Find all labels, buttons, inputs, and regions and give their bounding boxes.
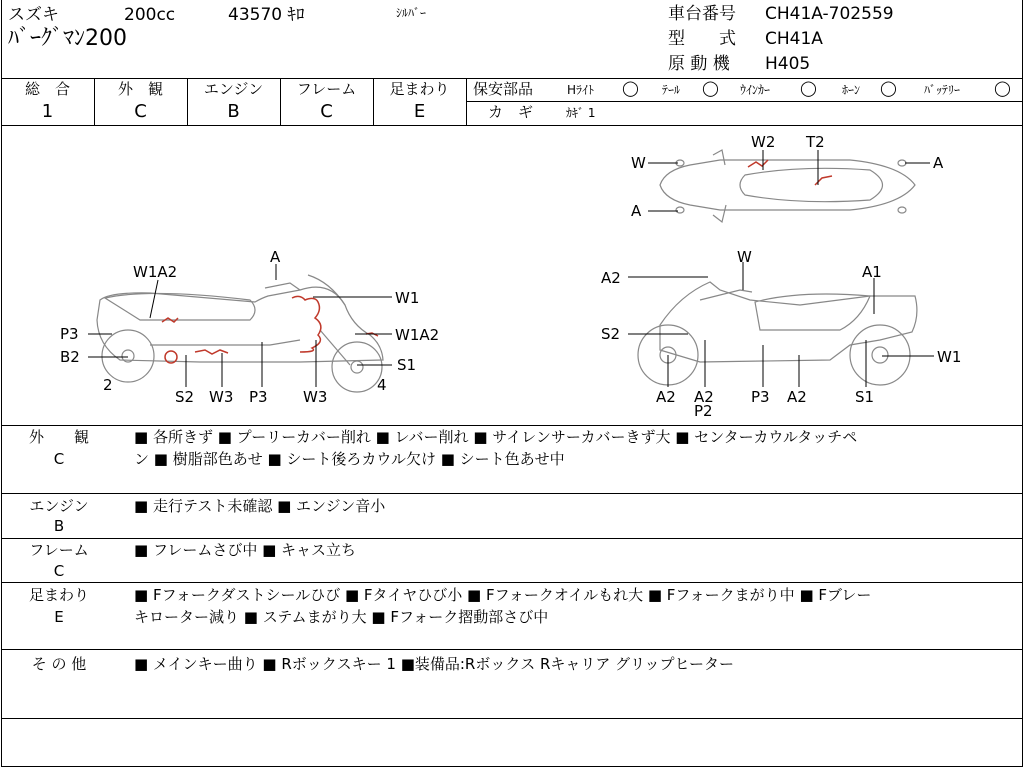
- safety-item-tail: ﾃｰﾙ: [662, 83, 681, 97]
- diagram-label: 4: [377, 376, 387, 394]
- diagram-label: W1: [395, 289, 420, 307]
- safety-item-winker: ｳｲﾝｶｰ: [740, 83, 771, 97]
- engine-value: H405: [765, 54, 811, 74]
- engine-label: 原 動 機: [668, 54, 730, 74]
- section-title: フレーム: [29, 541, 89, 559]
- engine-cc: 200cc: [124, 5, 176, 25]
- scooter-right-seat: [755, 294, 870, 330]
- section-text-line: ■ 走行テスト未確認 ■ エンジン音小: [134, 497, 386, 515]
- section-title: 外 観: [28, 428, 89, 446]
- diagram-label: P3: [751, 388, 770, 406]
- scooter-top-body: [660, 160, 915, 210]
- divider: [466, 78, 467, 125]
- section-text-line: キローター減り ■ ステムまがり大 ■ Fフォーク摺動部さび中: [134, 608, 549, 626]
- section-text-line: ■ 各所きず ■ プーリーカバー削れ ■ レバー削れ ■ サイレンサーカバーきず大 ■ センターカウルタッチペ: [134, 428, 858, 446]
- diagram-label: A2: [694, 388, 714, 406]
- diagram-label: A1: [862, 263, 882, 281]
- diagram-label: 2: [103, 376, 113, 394]
- diagram-label: P2: [694, 402, 713, 420]
- diagram-label: A2: [787, 388, 807, 406]
- diagram-label: W2: [751, 133, 776, 151]
- safety-mark-battery: ◯: [994, 79, 1011, 97]
- diagram-label: B2: [60, 348, 80, 366]
- score-label-frame: フレーム: [296, 80, 357, 98]
- diagram-label: A: [933, 154, 944, 172]
- diagram-label: P3: [249, 388, 268, 406]
- scooter-right-body: [660, 282, 917, 362]
- diagram-label: W3: [303, 388, 328, 406]
- score-label-exterior: 外 観: [117, 80, 163, 98]
- section-text-line: ン ■ 樹脂部色あせ ■ シート後ろカウル欠け ■ シート色あせ中: [134, 450, 565, 468]
- divider: [1, 538, 1022, 539]
- color: ｼﾙﾊﾞｰ: [396, 6, 427, 20]
- safety-mark-winker: ◯: [800, 79, 817, 97]
- safety-label: 保安部品: [473, 80, 534, 98]
- type-value: CH41A: [765, 29, 823, 49]
- diagram-label: W: [737, 248, 752, 266]
- safety-mark-tail: ◯: [702, 79, 719, 97]
- section-grade: C: [53, 562, 65, 580]
- diagram-label: W1A2: [395, 326, 440, 344]
- diagram-label: A2: [656, 388, 676, 406]
- divider: [1, 493, 1022, 494]
- safety-item-battery: ﾊﾞｯﾃﾘｰ: [924, 83, 961, 97]
- diagram-label: S2: [175, 388, 195, 406]
- maker: スズキ: [8, 5, 59, 25]
- score-value-total: 1: [41, 101, 54, 122]
- scooter-top-seat: [740, 168, 883, 201]
- scooter-left-rear-wheel: [102, 330, 154, 382]
- model-name: ﾊﾞｰｸﾞﾏﾝ200: [8, 26, 127, 51]
- section-grade: C: [53, 450, 65, 468]
- score-value-frame: C: [320, 101, 333, 122]
- type-label: 型 式: [668, 29, 736, 49]
- score-value-exterior: C: [134, 101, 147, 122]
- safety-mark-horn: ◯: [880, 79, 897, 97]
- diagram-label: W3: [209, 388, 234, 406]
- section-grade: B: [53, 517, 65, 535]
- key-label: カ ギ: [488, 103, 534, 121]
- chassis-label: 車台番号: [668, 4, 736, 24]
- diagram-label: S1: [397, 356, 417, 374]
- diagram-label: W: [631, 154, 646, 172]
- scooter-right-rear-wheel: [850, 325, 910, 385]
- diagram-label: W1: [937, 348, 962, 366]
- diagram-label: A: [270, 248, 281, 266]
- diagram-label: A2: [601, 269, 621, 287]
- diagram-label: P3: [60, 325, 79, 343]
- chassis-value: CH41A-702559: [765, 4, 894, 24]
- score-label-engine: エンジン: [203, 80, 264, 98]
- divider: [1, 649, 1022, 650]
- divider: [1, 582, 1022, 583]
- score-value-suspension: E: [413, 101, 426, 122]
- divider: [1, 718, 1022, 719]
- section-grade: E: [54, 608, 64, 626]
- score-label-suspension: 足まわり: [389, 80, 450, 98]
- scooter-left-windshield: [308, 275, 345, 305]
- section-title: エンジン: [29, 497, 89, 515]
- section-title: 足まわり: [28, 586, 89, 604]
- safety-item-headlight: Hﾗｲﾄ: [567, 83, 595, 97]
- mileage: 43570 ｷﾛ: [228, 5, 305, 25]
- score-label-total: 総 合: [24, 80, 70, 98]
- diagram-label: A: [631, 202, 642, 220]
- safety-item-horn: ﾎｰﾝ: [842, 83, 861, 97]
- scooter-left-seat: [105, 293, 255, 320]
- safety-mark-headlight: ◯: [622, 79, 639, 97]
- divider: [1, 425, 1022, 426]
- section-text-line: ■ フレームさび中 ■ キャス立ち: [134, 541, 357, 559]
- diagram-label: S2: [601, 325, 621, 343]
- score-value-engine: B: [227, 101, 240, 122]
- section-title: そ の 他: [31, 655, 87, 673]
- diagram-label: T2: [806, 133, 825, 151]
- key-value: ｶｷﾞ 1: [566, 106, 596, 120]
- damage-diagram: [0, 126, 1022, 425]
- diagram-label: W1A2: [133, 263, 178, 281]
- diagram-label: S1: [855, 388, 875, 406]
- divider: [1, 78, 1022, 79]
- divider: [466, 101, 1022, 102]
- scooter-left-front-wheel: [332, 342, 382, 392]
- section-text-line: ■ Fフォークダストシールひび ■ Fタイヤひび小 ■ Fフォークオイルもれ大 ■ Fフォークまがり中 ■ Fブレー: [134, 586, 872, 604]
- section-text-line: ■ メインキー曲り ■ Rボックスキー 1 ■装備品:Rボックス Rキャリア グリップヒーター: [134, 655, 734, 673]
